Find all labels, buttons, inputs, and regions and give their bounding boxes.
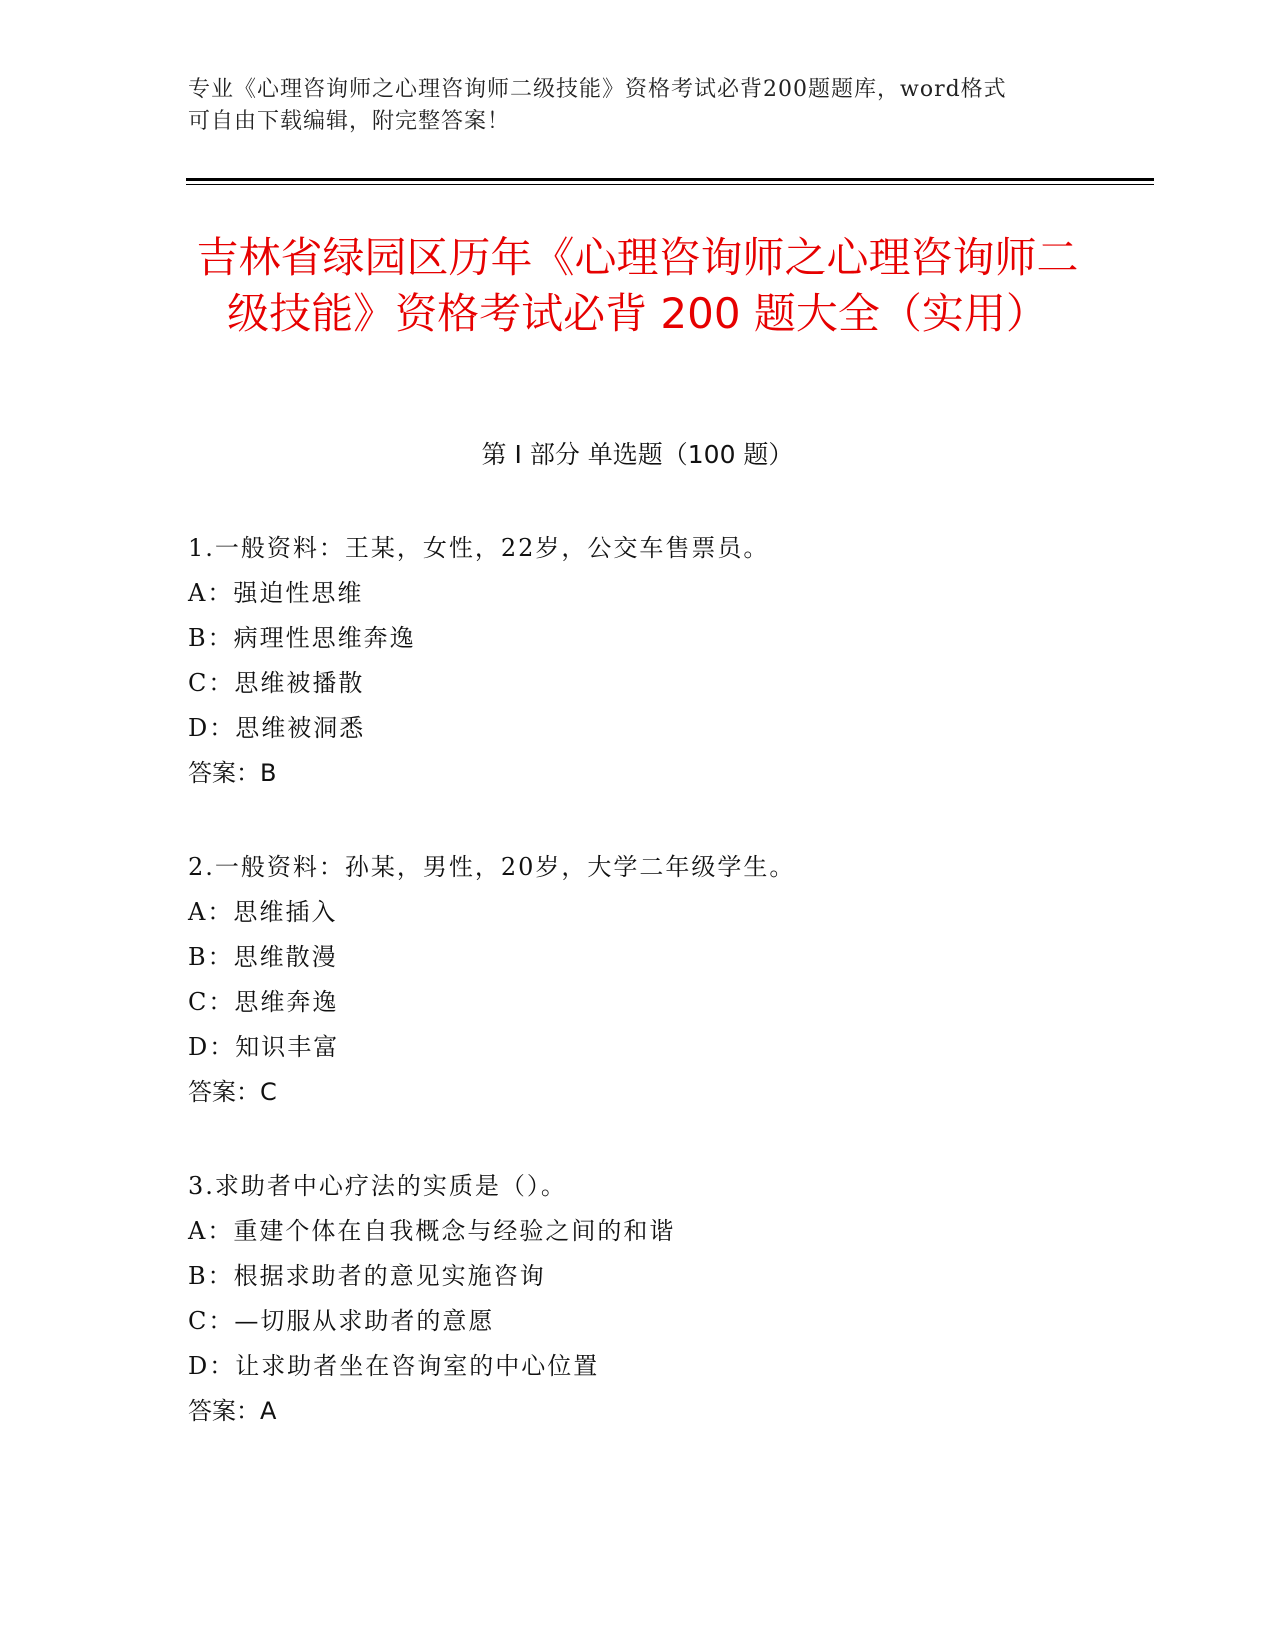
document-title: 吉林省绿园区历年《心理咨询师之心理咨询师二级技能》资格考试必背 200 题大全（实用）: [196, 233, 1079, 338]
header-note-line-1: 专业《心理咨询师之心理咨询师二级技能》资格考试必背200题题库，word格式: [188, 77, 1007, 102]
header-divider-thick: [186, 178, 1154, 181]
option-d: D：让求助者坐在咨询室的中心位置: [188, 1352, 600, 1380]
document-header-note: [188, 74, 1068, 138]
question-1: [188, 526, 1088, 796]
option-c: C：思维被播散: [188, 669, 365, 697]
answer-line: 答案：A: [188, 1397, 277, 1425]
option-b: B：思维散漫: [188, 943, 338, 971]
header-divider-thin: [186, 184, 1154, 185]
question-stem: 2.一般资料：孙某，男性，20岁，大学二年级学生。: [188, 853, 796, 881]
option-c: C：—切服从求助者的意愿: [188, 1307, 495, 1335]
option-c: C：思维奔逸: [188, 988, 339, 1016]
option-a: A：强迫性思维: [188, 579, 364, 607]
question-stem: 1.一般资料：王某，女性，22岁，公交车售票员。: [188, 534, 770, 562]
option-a: A：思维插入: [188, 898, 338, 926]
option-b: B：病理性思维奔逸: [188, 624, 416, 652]
answer-line: 答案：B: [188, 759, 277, 787]
header-note-line-2: 可自由下载编辑，附完整答案！: [188, 109, 511, 134]
question-2: [188, 845, 1088, 1115]
option-a: A：重建个体在自我概念与经验之间的和谐: [188, 1217, 676, 1245]
section-heading: 第 I 部分 单选题（100 题）: [481, 440, 794, 469]
question-stem: 3.求助者中心疗法的实质是（）。: [188, 1172, 567, 1200]
question-3: [188, 1164, 1088, 1434]
answer-line: 答案：C: [188, 1078, 277, 1106]
option-b: B：根据求助者的意见实施咨询: [188, 1262, 546, 1290]
option-d: D：思维被洞悉: [188, 714, 366, 742]
option-d: D：知识丰富: [188, 1033, 340, 1061]
